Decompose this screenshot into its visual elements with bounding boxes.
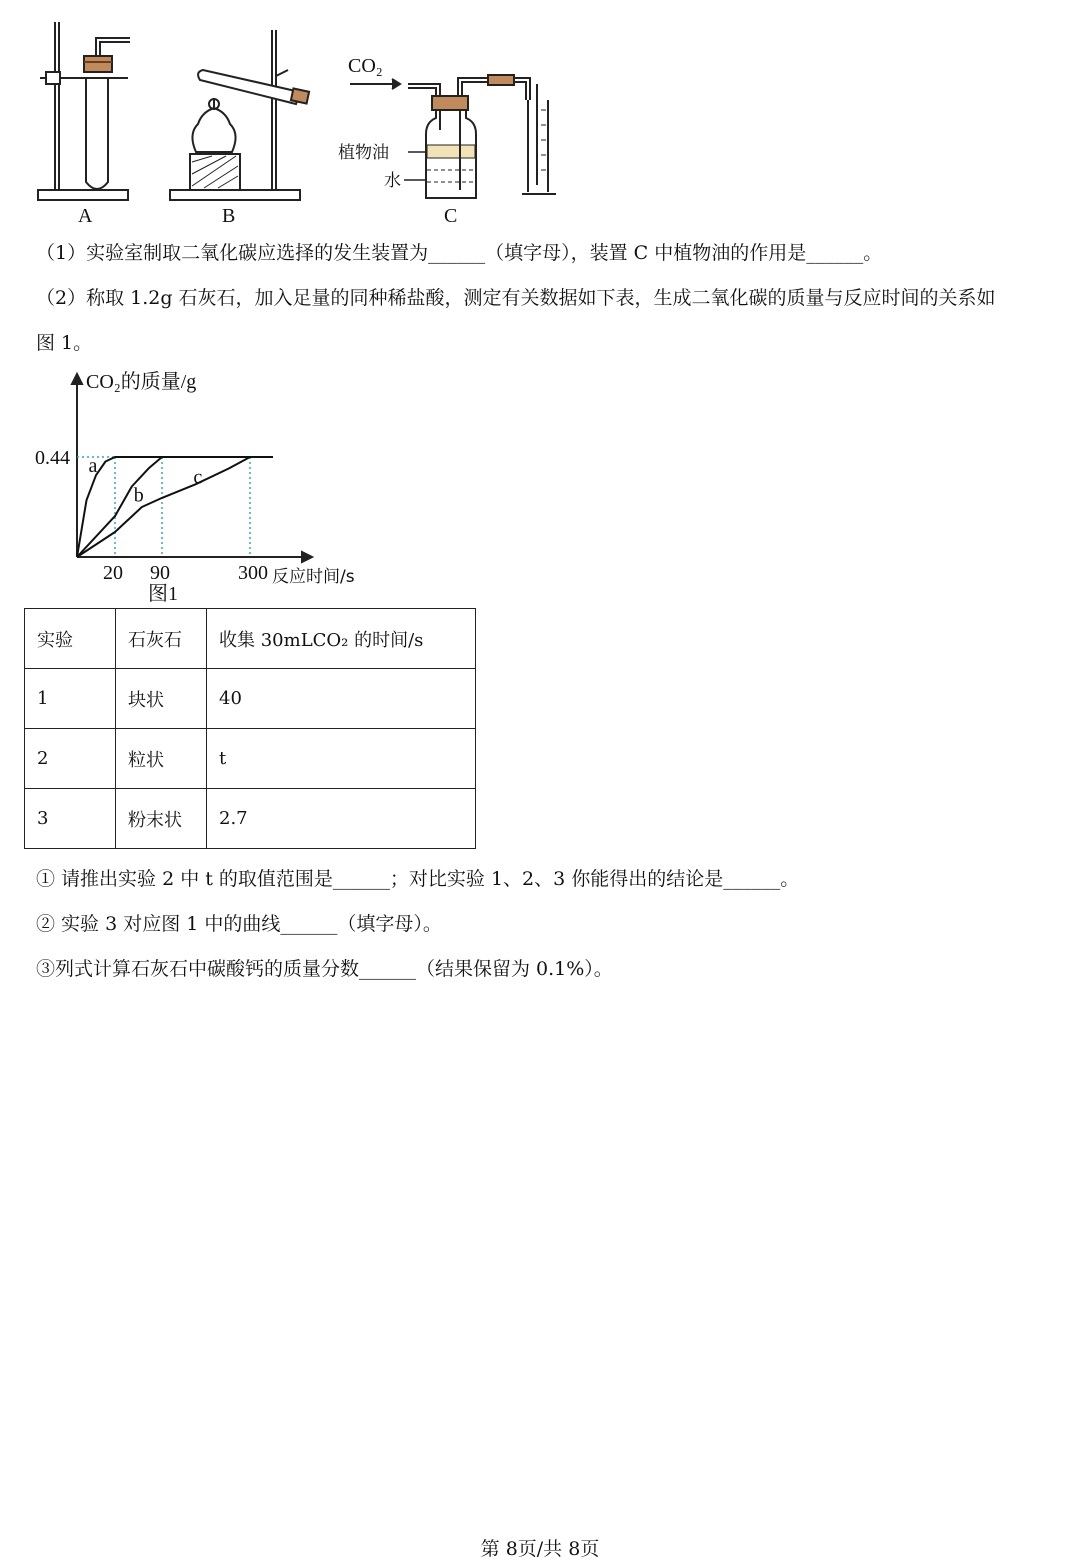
apparatus-c bbox=[350, 75, 556, 198]
sub-question-2: ② 实验 3 对应图 1 中的曲线______（填字母）。 bbox=[36, 913, 442, 935]
experiment-table bbox=[24, 608, 476, 849]
label-a: A bbox=[78, 205, 93, 227]
question-2-line-1: （2）称取 1.2g 石灰石，加入足量的同种稀盐酸，测定有关数据如下表，生成二氧化碳的质量与反应时间的关系如 bbox=[36, 287, 996, 309]
apparatus-a bbox=[38, 22, 130, 200]
co2-label: CO₂ bbox=[348, 55, 383, 77]
x-tick-label: 300 bbox=[238, 562, 268, 584]
table-cell: 40 bbox=[207, 669, 476, 729]
chart-ylabel: CO₂的质量/g bbox=[86, 371, 197, 393]
co2-mass-chart bbox=[0, 360, 420, 610]
table-row bbox=[25, 669, 476, 729]
x-tick-label: 90 bbox=[150, 562, 170, 584]
table-header-cell: 收集 30mLCO₂ 的时间/s bbox=[207, 609, 476, 669]
question-1: （1）实验室制取二氧化碳应选择的发生装置为______（填字母），装置 C 中植物油的作用是______。 bbox=[36, 242, 883, 264]
chart-xlabel: 反应时间/s bbox=[272, 567, 355, 587]
series-b-label: b bbox=[133, 484, 144, 507]
series-c-line bbox=[77, 457, 250, 557]
table-cell: 粉末状 bbox=[116, 789, 207, 849]
series-c-label: c bbox=[193, 466, 203, 489]
table-row bbox=[25, 789, 476, 849]
series-a-line bbox=[77, 457, 273, 557]
page-footer: 第 8页/共 8页 bbox=[480, 1538, 600, 1560]
table-cell: 块状 bbox=[116, 669, 207, 729]
label-c: C bbox=[444, 205, 458, 227]
apparatus-b bbox=[170, 30, 309, 200]
y-tick-label: 0.44 bbox=[35, 447, 70, 469]
table-cell: 3 bbox=[25, 789, 116, 849]
question-2-line-2: 图 1。 bbox=[36, 332, 93, 354]
table-header-row bbox=[25, 609, 476, 669]
table-row bbox=[25, 729, 476, 789]
table-cell: 2.7 bbox=[207, 789, 476, 849]
table-cell: t bbox=[207, 729, 476, 789]
oil-label: 植物油 bbox=[338, 143, 389, 163]
sub-question-1: ① 请推出实验 2 中 t 的取值范围是______；对比实验 1、2、3 你能得出的结论是______。 bbox=[36, 868, 800, 890]
apparatus-figure bbox=[0, 0, 1080, 240]
x-tick-label: 20 bbox=[103, 562, 123, 584]
table-header-cell: 石灰石 bbox=[116, 609, 207, 669]
series-a-label: a bbox=[88, 455, 98, 478]
table-cell: 1 bbox=[25, 669, 116, 729]
table-header-cell: 实验 bbox=[25, 609, 116, 669]
sub-question-3: ③列式计算石灰石中碳酸钙的质量分数______（结果保留为 0.1%）。 bbox=[36, 958, 613, 980]
table-cell: 2 bbox=[25, 729, 116, 789]
water-label: 水 bbox=[384, 171, 401, 191]
table-cell: 粒状 bbox=[116, 729, 207, 789]
label-b: B bbox=[222, 205, 236, 227]
chart-title: 图1 bbox=[148, 583, 178, 605]
